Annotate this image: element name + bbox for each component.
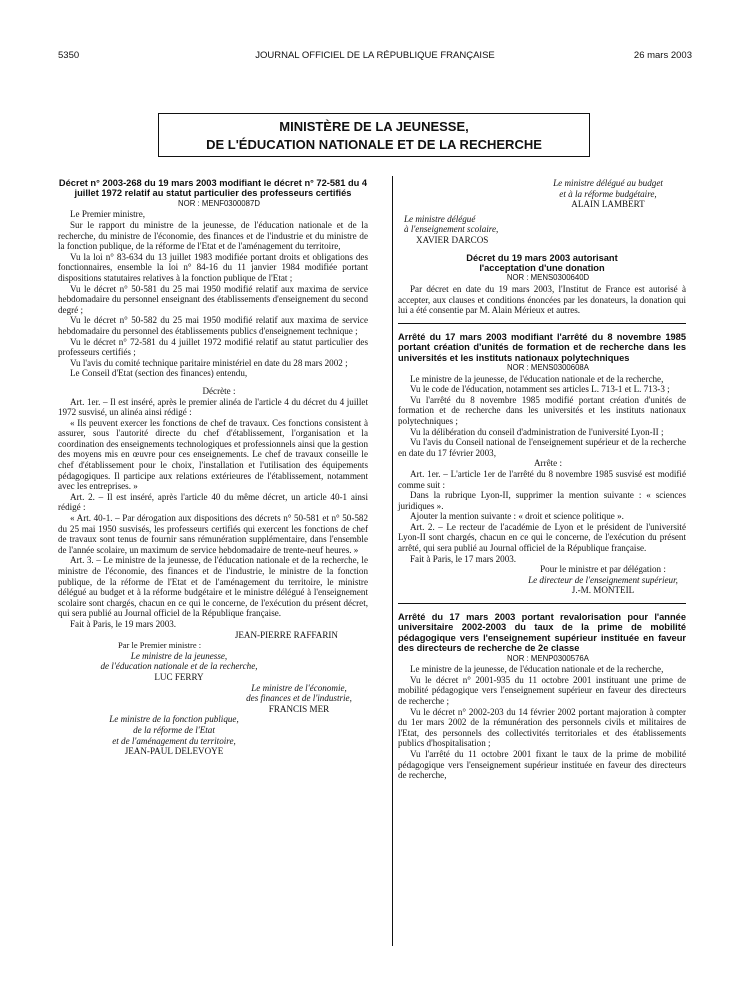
signatory-title: Le ministre délégué	[404, 213, 476, 224]
signatory-name: ALAIN LAMBERT	[571, 199, 645, 210]
signatory-title: Le ministre de la jeunesse,	[130, 650, 228, 661]
article-1-quote: « Ils peuvent exercer les fonctions de chef de travaux. Ces fonctions consistent à assurer, sous l'autorité directe du chef d'établissement, l'organisation et la coordination des enseignements technologiques et professionnels ainsi que la gestion des moyens mis en œuvre pour ces enseignements. Le chef de travaux conseille le chef d'établissement pour le choix, l'installation et l'utilisation des équipements pédagogiques. Il participe aux relations extérieures de l'établissement, notamment avec les entreprises. »	[58, 417, 368, 492]
ministry-line-1: MINISTÈRE DE LA JEUNESSE,	[279, 119, 469, 134]
arrete-title: Arrêté du 17 mars 2003 modifiant l'arrêté du 8 novembre 1985 portant création d'unités de formation et de recherche dans les universités et les instituts nationaux polytechniques	[398, 331, 686, 363]
article-2: Art. 2. – Il est inséré, après l'article 40 du même décret, un article 40-1 ainsi rédigé :	[58, 491, 368, 513]
article-2: Art. 2. – Le recteur de l'académie de Lyon et le président de l'université Lyon-II sont chargés, chacun en ce qui le concerne, de l'exécution du présent arrêté, qui sera publié au Journal officiel de la République française.	[398, 521, 686, 554]
paragraph: Vu l'avis du Conseil national de l'enseignement supérieur et de la recherche en date du 17 février 2003,	[398, 437, 686, 458]
signatory-title: Le ministre délégué au budget	[553, 178, 663, 188]
paragraph: Le Premier ministre,	[70, 209, 146, 220]
signatory-name: XAVIER DARCOS	[416, 234, 489, 245]
signatory-title: et à la réforme budgétaire,	[559, 188, 657, 199]
signatory-title: Le ministre de l'économie,	[251, 682, 347, 693]
signatory-title: Le ministre de la fonction publique,	[109, 714, 239, 725]
paragraph: Vu l'avis du comité technique paritaire ministériel en date du 28 mars 2002 ;	[70, 357, 348, 368]
decrete-heading: Décrète :	[202, 385, 236, 396]
signatory-intro: Pour le ministre et par délégation :	[540, 564, 666, 575]
arrete-heading: Arrête :	[533, 458, 563, 469]
article-2-quote: « Art. 40-1. – Par dérogation aux dispositions des décrets n° 50-581 et n° 50-582 du 25 mai 1950 susvisés, les professeurs certifiés qui exercent les fonctions de chef de travaux sont tenus de fournir sans rémunération supplémentaire, dans l'ensemble de l'année scolaire, un maximum de service hebdomadaire de trente-neuf heures. »	[58, 513, 368, 555]
left-column	[58, 178, 368, 757]
signing-place-date: Fait à Paris, le 17 mars 2003.	[410, 553, 517, 564]
signatory-title: des finances et de l'industrie,	[246, 693, 352, 704]
signatory-name: FRANCIS MER	[268, 703, 330, 714]
signing-place-date: Fait à Paris, le 19 mars 2003.	[70, 618, 177, 629]
decree-title: Décret n° 2003-268 du 19 mars 2003 modifiant le décret n° 72-581 du 4 juillet 1972 relatif au statut particulier des professeurs certifiés	[58, 178, 368, 199]
signatory-name: LUC FERRY	[154, 671, 204, 682]
paragraph: Vu l'arrêté du 11 octobre 2001 fixant le taux de la prime de mobilité pédagogique vers l'enseignement supérieur instituée en faveur des directeurs de recherche,	[398, 749, 686, 781]
paragraph: Sur le rapport du ministre de la jeunesse, de l'éducation nationale et de la recherche, du ministre de l'économie, des finances et de l'industrie et du ministre de la fonction publique, de la réforme de l'Etat et de l'aménagement du territoire,	[58, 220, 368, 252]
article-3: Art. 3. – Le ministre de la jeunesse, de l'éducation nationale et de la recherche, le ministre de l'économie, des finances et de l'industrie, le ministre de la fonction publique, de la réforme de l'Etat et de l'aménagement du territoire, le ministre délégué au budget et à la réforme budgétaire et le ministre délégué à l'enseignement scolaire sont chargés, chacun en ce qui le concerne, de l'exécution du présent décret, qui sera publié au Journal officiel de la République française.	[58, 555, 368, 619]
signatory-title: et de l'aménagement du territoire,	[112, 735, 236, 746]
paragraph: Le Conseil d'Etat (section des finances) entendu,	[70, 368, 248, 379]
arrete-title: Arrêté du 17 mars 2003 portant revalorisation pour l'année universitaire 2002-2003 du taux de la prime de mobilité pédagogique vers l'enseignement supérieur instituée en faveur des directeurs de recherche de 2e classe	[398, 612, 686, 654]
article-1: Art. 1er. – Il est inséré, après le premier alinéa de l'article 4 du décret du 4 juillet 1972 susvisé, un alinéa ainsi rédigé :	[58, 396, 368, 418]
paragraph: Dans la rubrique Lyon-II, supprimer la mention suivante : « sciences juridiques ».	[398, 490, 686, 511]
signatory-name: J.-M. MONTEIL	[571, 585, 635, 596]
page-header	[58, 50, 692, 64]
decree-title: Décret du 19 mars 2003 autorisant l'acceptation d'une donation	[466, 252, 618, 273]
ministry-heading	[158, 113, 590, 157]
paragraph: Par décret en date du 19 mars 2003, l'Institut de France est autorisé à accepter, aux clauses et conditions énoncées par les donateurs, la donation qui lui a été consentie par M. Alain Mérieux et autres.	[398, 283, 686, 316]
signatory-title: Le directeur de l'enseignement supérieur,	[528, 574, 678, 585]
column-divider	[392, 176, 393, 946]
signatory-title: à l'enseignement scolaire,	[404, 224, 499, 235]
page-number: 5350	[58, 50, 80, 61]
section-divider	[398, 603, 686, 604]
section-divider	[398, 323, 686, 324]
paragraph: Ajouter la mention suivante : « droit et science politique ».	[410, 511, 624, 522]
paragraph: Vu le décret n° 2001-935 du 11 octobre 2001 instituant une prime de mobilité pédagogique vers l'enseignement supérieur en faveur des directeurs de recherche ;	[398, 674, 686, 707]
issue-date: 26 mars 2003	[633, 50, 692, 61]
ministry-line-2: DE L'ÉDUCATION NATIONALE ET DE LA RECHERCHE	[206, 137, 542, 152]
paragraph: Le ministre de la jeunesse, de l'éducation nationale et de la recherche,	[410, 373, 664, 384]
paragraph: Vu le code de l'éducation, notamment ses articles L. 713-1 et L. 713-3 ;	[410, 384, 670, 395]
signatory-name: JEAN-PAUL DELEVOYE	[124, 746, 224, 757]
paragraph: Vu le décret n° 50-581 du 25 mai 1950 modifié relatif aux maxima de service hebdomadaire du personnel enseignant des établissements d'enseignement du second degré ;	[58, 283, 368, 315]
signatory-name: JEAN-PIERRE RAFFARIN	[234, 629, 338, 640]
paragraph: Vu l'arrêté du 8 novembre 1985 modifié portant création d'unités de formation et de recherche dans les universités et les instituts nationaux polytechniques ;	[398, 394, 686, 426]
signatory-title: de l'éducation nationale et de la recherche,	[100, 661, 258, 672]
nor-reference: NOR : MENF0300087D	[178, 198, 260, 208]
paragraph: Vu le décret n° 2002-203 du 14 février 2002 portant majoration à compter du 1er mars 2002 de la rémunération des personnels civils et militaires de l'Etat, des personnels des collectivités territoriales et des établissements publics d'hospitalisation ;	[398, 706, 686, 749]
nor-reference: NOR : MENS0300608A	[507, 362, 589, 372]
signatory-intro: Par le Premier ministre :	[118, 640, 202, 651]
nor-reference: NOR : MENS0300640D	[506, 273, 590, 283]
journal-title: JOURNAL OFFICIEL DE LA RÉPUBLIQUE FRANÇAISE	[255, 50, 495, 61]
paragraph: Le ministre de la jeunesse, de l'éducation nationale et de la recherche,	[410, 664, 664, 675]
signatory-title: de la réforme de l'Etat	[133, 724, 215, 735]
paragraph: Vu la délibération du conseil d'administration de l'université Lyon-II ;	[410, 426, 664, 437]
paragraph: Vu le décret n° 50-582 du 25 mai 1950 modifié relatif aux maxima de service hebdomadaire du personnel des établissements publics d'enseignement technique ;	[58, 315, 368, 336]
paragraph: Vu la loi n° 83-634 du 13 juillet 1983 modifiée portant droits et obligations des fonctionnaires, ensemble la loi n° 84-16 du 11 janvier 1984 modifiée portant dispositions statutaires relatives à la fonction publique de l'Etat ;	[58, 251, 368, 283]
nor-reference: NOR : MENP0300576A	[507, 653, 589, 663]
article-1: Art. 1er. – L'article 1er de l'arrêté du 8 novembre 1985 susvisé est modifié comme suit :	[398, 468, 686, 490]
paragraph: Vu le décret n° 72-581 du 4 juillet 1972 modifié relatif au statut particulier des professeurs certifiés ;	[58, 336, 368, 358]
right-column	[398, 178, 686, 781]
